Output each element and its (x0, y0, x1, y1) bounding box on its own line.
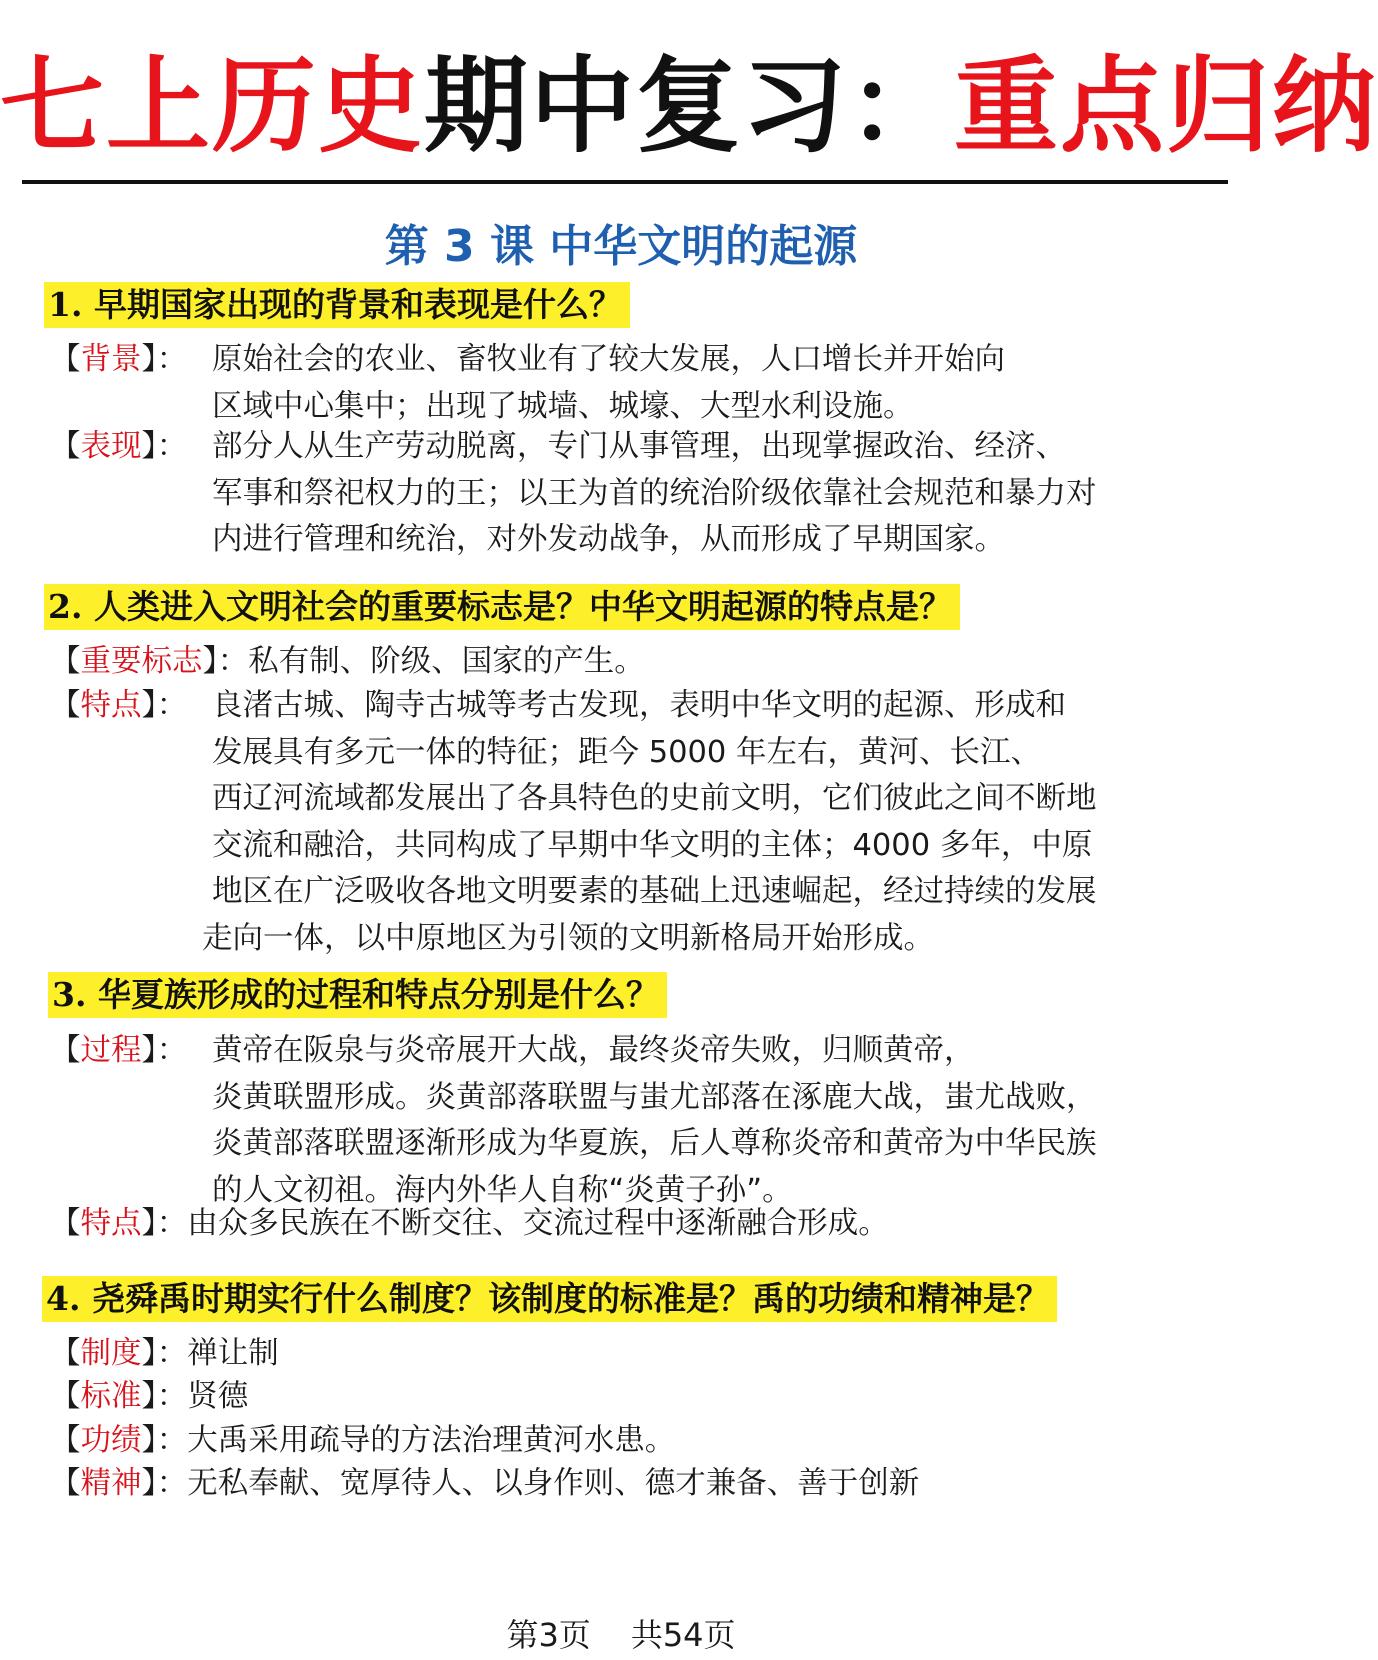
answer-line: 走向一体，以中原地区为引领的文明新格局开始形成。 (202, 920, 934, 956)
answer-line: 的人文初祖。海内外华人自称“炎黄子孙”。 (212, 1172, 793, 1208)
answer-line: 地区在广泛吸收各地文明要素的基础上迅速崛起，经过持续的发展 (212, 874, 1097, 909)
answer-line: 贤德 (187, 1379, 249, 1414)
answer-line: 内进行管理和统治，对外发动战争，从而形成了早期国家。 (212, 522, 1005, 557)
question-3: 3. 华夏族形成的过程和特点分别是什么？ (48, 972, 667, 1018)
answer-line: 区域中心集中；出现了城墙、城壕、大型水利设施。 (212, 388, 914, 424)
answer-label: 【表现】： (50, 429, 188, 464)
answer-line: 禅让制 (187, 1336, 279, 1371)
answer-line: 黄帝在阪泉与炎帝展开大战，最终炎帝失败，归顺黄帝， (212, 1033, 975, 1068)
answer-line: 发展具有多元一体的特征；距今 5000 年左右，黄河、长江、 (212, 734, 1042, 770)
question-1: 1. 早期国家出现的背景和表现是什么？ (44, 282, 630, 328)
answer-item (50, 1461, 1200, 1508)
answer-line: 炎黄联盟形成。炎黄部落联盟与蚩尤部落在涿鹿大战，蚩尤战败， (212, 1079, 1097, 1115)
page-number: 第3页 (506, 1616, 591, 1654)
answer-line: 原始社会的农业、畜牧业有了较大发展，人口增长并开始向 (212, 342, 1005, 377)
page-total: 共54页 (630, 1616, 736, 1654)
page-title (0, 40, 1378, 172)
answer-item (50, 1374, 1200, 1421)
answer-line: 良渚古城、陶寺古城等考古发现，表明中华文明的起源、形成和 (212, 688, 1066, 723)
answer-line: 交流和融洽，共同构成了早期中华文明的主体；4000 多年，中原 (212, 827, 1093, 863)
title-part-2: 期中复习： (424, 44, 955, 167)
answer-line: 炎黄部落联盟逐渐形成为华夏族，后人尊称炎帝和黄帝为中华民族 (212, 1126, 1097, 1161)
answer-line: 大禹采用疏导的方法治理黄河水患。 (187, 1423, 676, 1458)
answer-item (50, 639, 1200, 686)
answer-label: 【制度】： (50, 1336, 188, 1371)
answer-line: 部分人从生产劳动脱离，专门从事管理，出现掌握政治、经济、 (212, 429, 1066, 464)
answer-item (50, 1331, 1200, 1378)
answer-line: 军事和祭祀权力的王；以王为首的统治阶级依靠社会规范和暴力对 (212, 475, 1097, 511)
lesson-title: 第 3 课 中华文明的起源 (384, 221, 858, 272)
answer-label: 【重要标志】： (50, 644, 249, 679)
answer-line: 由众多民族在不断交往、交流过程中逐渐融合形成。 (187, 1206, 889, 1241)
answer-label: 【特点】： (50, 688, 188, 723)
answer-item (50, 337, 1200, 424)
answer-label: 【过程】： (50, 1033, 188, 1068)
answer-item (50, 1201, 1200, 1248)
title-part-1: 七上历史 (0, 44, 425, 167)
answer-label: 【功绩】： (50, 1423, 188, 1458)
question-4: 4. 尧舜禹时期实行什么制度？该制度的标准是？禹的功绩和精神是？ (42, 1276, 1057, 1322)
answer-label: 【标准】： (50, 1379, 188, 1414)
answer-item (50, 683, 1200, 956)
answer-line: 西辽河流域都发展出了各具特色的史前文明，它们彼此之间不断地 (212, 781, 1097, 816)
answer-item (50, 424, 1200, 557)
title-part-3: 重点归纳 (954, 44, 1378, 167)
answer-label: 【精神】： (50, 1466, 188, 1501)
title-divider (22, 180, 1228, 184)
answer-item (50, 1028, 1200, 1208)
answer-line: 私有制、阶级、国家的产生。 (248, 644, 645, 679)
answer-item (50, 1418, 1200, 1465)
answer-label: 【特点】： (50, 1206, 188, 1241)
answer-label: 【背景】： (50, 342, 188, 377)
question-2: 2. 人类进入文明社会的重要标志是？中华文明起源的特点是？ (44, 584, 960, 630)
page-indicator (0, 1614, 1242, 1656)
answer-line: 无私奉献、宽厚待人、以身作则、德才兼备、善于创新 (187, 1466, 920, 1501)
